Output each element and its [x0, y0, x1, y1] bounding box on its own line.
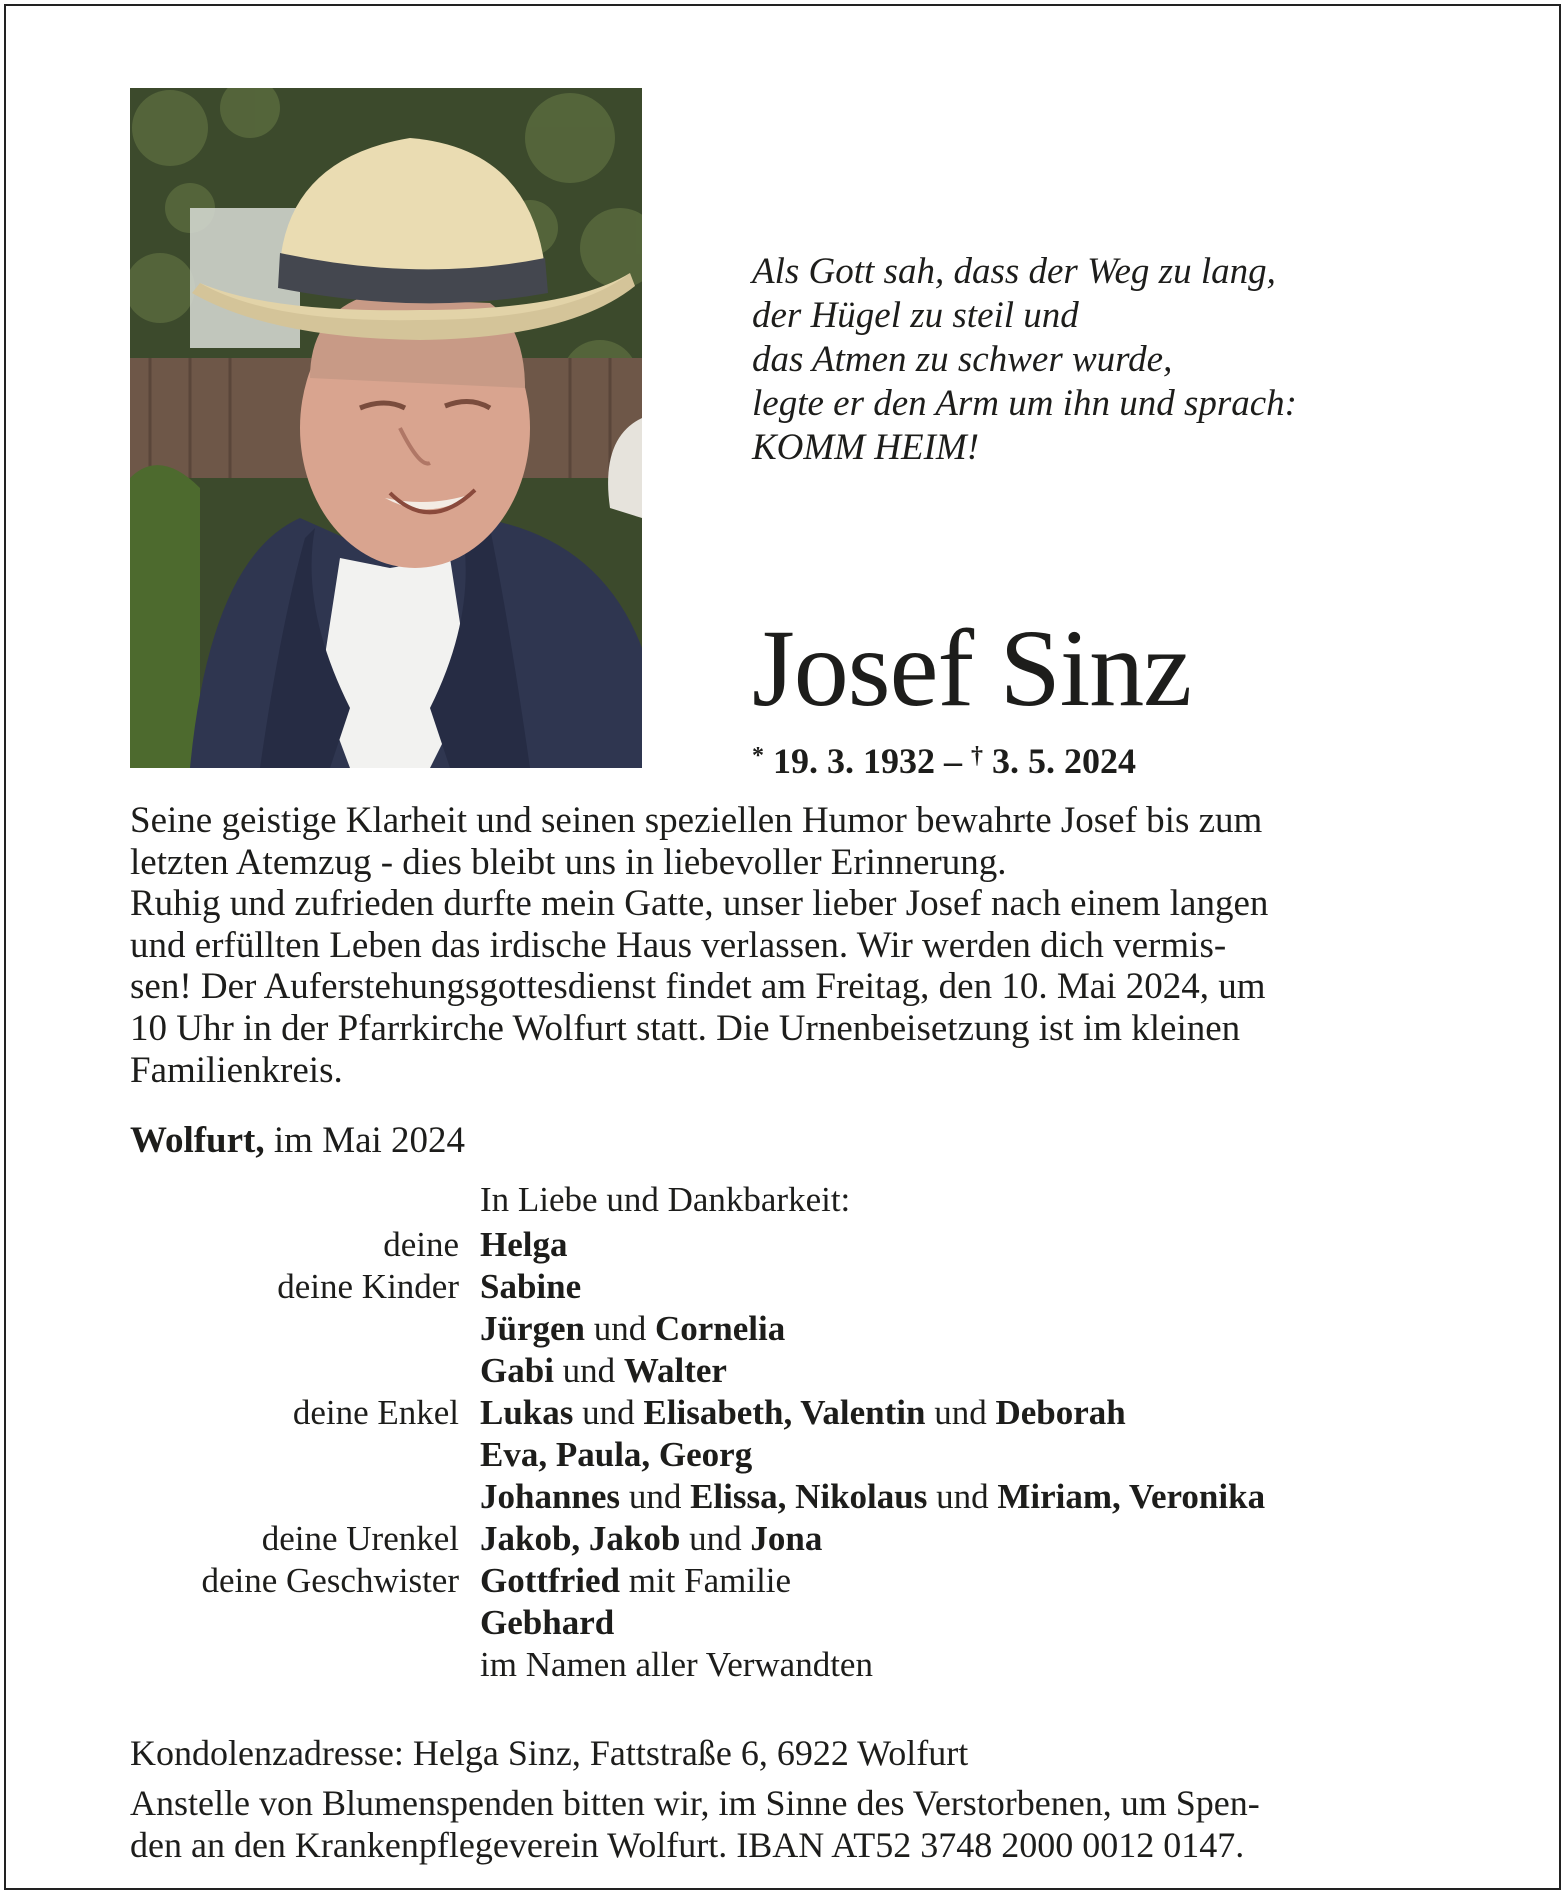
- thanks-line: In Liebe und Dankbarkeit:: [480, 1180, 851, 1219]
- family-row: [0, 1392, 1567, 1434]
- text-line: Ruhig und zufrieden durfte mein Gatte, unser lieber Josef nach einem langen: [130, 883, 1269, 925]
- family-row: [0, 1518, 1567, 1560]
- poem-line: das Atmen zu schwer wurde,: [752, 339, 1173, 380]
- family-members: [480, 1560, 791, 1602]
- poem-line: Als Gott sah, dass der Weg zu lang,: [752, 251, 1276, 292]
- member-connector: und: [680, 1519, 751, 1558]
- member-connector: und: [620, 1477, 691, 1516]
- poem-line: KOMM HEIM!: [752, 427, 980, 468]
- text-line: 10 Uhr in der Pfarrkirche Wolfurt statt. Die Urnenbeisetzung ist im kleinen: [130, 1007, 1241, 1049]
- donation-line: den an den Krankenpflegeverein Wolfurt. IBAN AT52 3748 2000 0012 0147.: [130, 1825, 1245, 1865]
- member-name: Helga: [480, 1225, 568, 1264]
- member-connector: mit Familie: [619, 1561, 792, 1600]
- portrait-photo: [130, 88, 642, 768]
- member-name: Elisabeth, Valentin: [643, 1393, 926, 1432]
- family-relation: deine Kinder: [277, 1267, 459, 1306]
- death-date: 3. 5. 2024: [992, 741, 1136, 781]
- place-date: [130, 1118, 465, 1164]
- family-members: [480, 1224, 567, 1266]
- family-relation: deine: [383, 1225, 459, 1264]
- birth-date: 19. 3. 1932: [773, 741, 935, 781]
- text-line: letzten Atemzug - dies bleibt uns in liebevoller Erinnerung.: [130, 841, 1007, 883]
- birth-symbol: *: [752, 743, 764, 769]
- donation-line: Anstelle von Blumenspenden bitten wir, im Sinne des Verstorbenen, um Spen-: [130, 1783, 1260, 1823]
- family-members: [480, 1308, 785, 1350]
- member-name: Elissa, Nikolaus: [690, 1477, 928, 1516]
- family-row: [0, 1644, 1567, 1686]
- family-row: [0, 1602, 1567, 1644]
- member-connector: und: [585, 1309, 655, 1348]
- member-connector: und: [927, 1477, 998, 1516]
- member-connector: im Namen aller Verwandten: [480, 1645, 873, 1684]
- family-row: [0, 1476, 1567, 1518]
- family-members: [480, 1434, 752, 1476]
- family-relation: deine Enkel: [292, 1393, 459, 1432]
- member-name: Deborah: [995, 1393, 1126, 1432]
- member-name: Gottfried: [480, 1561, 620, 1600]
- member-name: Miriam, Veronika: [997, 1477, 1266, 1516]
- life-dates: [752, 733, 1136, 784]
- member-name: Jakob, Jakob: [480, 1519, 681, 1558]
- family-members: [480, 1350, 727, 1392]
- member-connector: und: [925, 1393, 996, 1432]
- member-name: Johannes: [480, 1477, 621, 1516]
- text-line: Seine geistige Klarheit und seinen speziellen Humor bewahrte Josef bis zum: [130, 800, 1263, 841]
- family-row: [0, 1560, 1567, 1602]
- member-name: Lukas: [480, 1393, 574, 1432]
- poem: [752, 250, 1392, 470]
- member-connector: und: [573, 1393, 644, 1432]
- member-name: Cornelia: [655, 1309, 786, 1348]
- condolence-address: Kondolenzadresse: Helga Sinz, Fattstraße 6, 6922 Wolfurt: [130, 1733, 969, 1773]
- family-members: [480, 1602, 614, 1644]
- member-name: Eva, Paula, Georg: [480, 1435, 753, 1474]
- member-name: Gebhard: [480, 1603, 615, 1642]
- text-line: und erfüllten Leben das irdische Haus verlassen. Wir werden dich vermis-: [130, 924, 1227, 966]
- member-name: Sabine: [480, 1267, 582, 1306]
- family-relation: deine Geschwister: [201, 1561, 459, 1600]
- poem-line: legte er den Arm um ihn und sprach:: [752, 383, 1297, 424]
- family-members: [480, 1518, 822, 1560]
- member-name: Gabi: [480, 1351, 554, 1390]
- place-city: Wolfurt,: [130, 1120, 265, 1161]
- family-row: [0, 1350, 1567, 1392]
- poem-line: der Hügel zu steil und: [752, 295, 1079, 336]
- family-row: [0, 1434, 1567, 1476]
- member-name: Walter: [623, 1351, 727, 1390]
- family-members: [480, 1644, 873, 1686]
- date-separator: –: [935, 741, 971, 781]
- member-connector: und: [553, 1351, 624, 1390]
- family-members: [480, 1266, 581, 1308]
- family-members: [480, 1392, 1126, 1434]
- family-row: [0, 1224, 1567, 1266]
- death-symbol: †: [971, 743, 983, 769]
- text-line: sen! Der Auferstehungsgottesdienst findet am Freitag, den 10. Mai 2024, um: [130, 966, 1266, 1008]
- member-name: Jürgen: [480, 1309, 585, 1348]
- obituary-text: [130, 800, 1440, 1091]
- family-row: [0, 1308, 1567, 1350]
- deceased-name: Josef Sinz: [752, 607, 1192, 729]
- family-row: [0, 1266, 1567, 1308]
- family-relation: deine Urenkel: [261, 1519, 459, 1558]
- place-month: im Mai 2024: [264, 1120, 466, 1161]
- footer: [130, 1732, 1450, 1866]
- family-members: [480, 1476, 1265, 1518]
- family-list: [0, 1224, 1567, 1686]
- text-line: Familienkreis.: [130, 1049, 343, 1091]
- member-name: Jona: [750, 1519, 823, 1558]
